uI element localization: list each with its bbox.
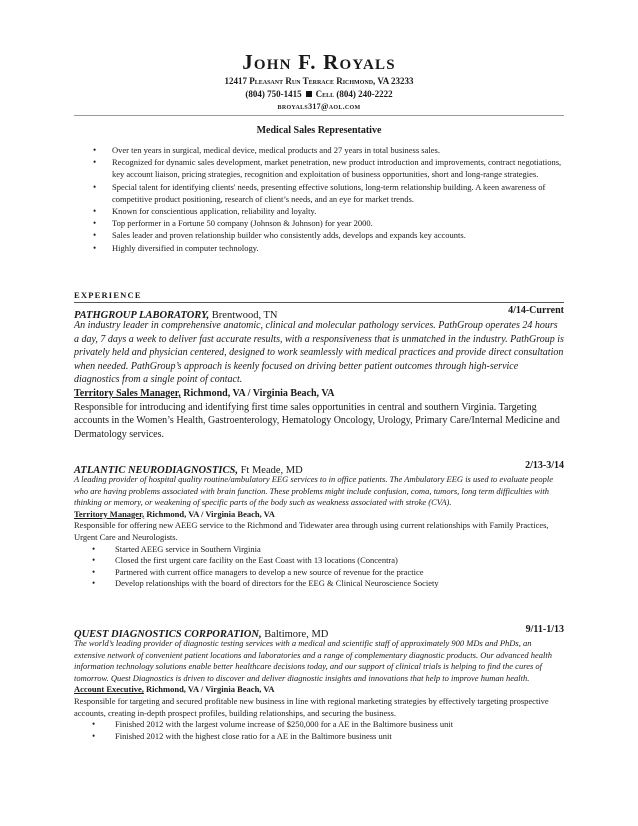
cell-phone: Cell (804) 240-2222: [315, 89, 393, 99]
achievement-item: • Closed the first urgent care facility on the East Coast with 13 locations (Concentra): [74, 555, 564, 567]
achievement-item: • Partnered with current office managers to develop a new source of revenue for the practice: [74, 567, 564, 579]
company-name: ATLANTIC NEURODIAGNOSTICS, Ft Meade, MD: [74, 465, 303, 476]
summary-item: • Sales leader and proven relationship builder who consistently adds, develops and expands key accounts.: [74, 229, 564, 241]
email-address: broyals317@aol.com: [277, 102, 361, 111]
job-atlantic-neurodiagnostics: [74, 460, 564, 590]
company-description: The world’s leading provider of diagnostic testing services with a medical and scientific staff of approximately 900 MDs and PhDs, an extensive network of convenient patient locations and laboratories and a range of complementary diagnostic products. Our advanced health information technology solutions enable better healthcare decisions today, and our support of clinical trials is helping to find the cures of tomorrow. Quest Diagnostics is driven to discover and deliver diagnostic insights and innovations that help to improve human health.: [74, 638, 552, 683]
job-header: [74, 305, 564, 319]
job-header: [74, 624, 564, 638]
job-title: Account Executive, Richmond, VA / Virginia Beach, VA: [74, 684, 275, 695]
job-title: Territory Sales Manager, Richmond, VA / Virginia Beach, VA: [74, 387, 335, 399]
summary-item: • Known for conscientious application, reliability and loyalty.: [74, 205, 564, 217]
achievement-list: [74, 719, 564, 742]
phone-line: [0, 88, 638, 100]
achievement-item: • Develop relationships with the board of directors for the EEG & Clinical Neuroscience Society: [74, 578, 564, 590]
job-title: Territory Manager, Richmond, VA / Virginia Beach, VA: [74, 508, 275, 519]
achievement-list: [74, 544, 564, 590]
job-responsibility: Responsible for offering new AEEG service to the Richmond and Tidewater area through using current relationships with Family Practices, Urgent Care and Neurologists.: [74, 520, 549, 542]
summary-list: [74, 144, 564, 254]
job-quest-diagnostics: [74, 624, 564, 742]
summary-item: • Recognized for dynamic sales development, market penetration, new product introduction and improvements, contract negotiations, key account liaison, pricing strategies, recognition and exploitation of business opportunities, short and long-range strategies.: [74, 156, 564, 180]
job-dates: 4/14-Current: [508, 305, 564, 316]
address-line: 12417 Pleasant Run Terrace Richmond, VA 23233: [224, 76, 414, 86]
company-description: An industry leader in comprehensive anatomic, clinical and molecular pathology services. PathGroup operates 24 hours a day, 7 days a week to deliver fast accurate results, with a responsiveness that is unmatched in the industry. PathGroup is privately held and physician centered, designed to work seamlessly with medical practices and provide direct consultation when needed. PathGroup’s approach is keenly focused on driving better patient outcomes through high-service diagnostics from a single point of contact.: [74, 320, 564, 386]
objective-title: Medical Sales Representative: [256, 125, 382, 136]
candidate-name: John F. Royals: [242, 50, 396, 74]
job-pathgroup: [74, 305, 564, 441]
home-phone: (804) 750-1415: [245, 89, 302, 99]
experience-heading: EXPERIENCE: [74, 290, 142, 300]
company-description: A leading provider of hospital quality routine/ambulatory EEG services to in office patients. The Ambulatory EEG is used to evaluate people who are having problems associated with brain function. These problems might include confusion, coma, tumors, long term difficulties with thinking or memory, or weakening of specific parts of the body such as weakness associated with stroke (CVA).: [74, 474, 554, 508]
job-dates: 9/11-1/13: [525, 624, 564, 635]
company-name: QUEST DIAGNOSTICS CORPORATION, Baltimore, MD: [74, 629, 329, 640]
job-responsibility: Responsible for introducing and identifying first time sales opportunities in central and southern Virginia. Targeting accounts in the Women’s Health, Gastroenterology, Hematology Oncology, Urology, Primary Care/Internal Medicine and Dermatology services.: [74, 401, 560, 440]
achievement-item: • Started AEEG service in Southern Virginia: [74, 544, 564, 556]
company-name: PATHGROUP LABORATORY, Brentwood, TN: [74, 310, 278, 321]
summary-item: • Highly diversified in computer technology.: [74, 242, 564, 254]
job-header: [74, 460, 564, 474]
achievement-item: • Finished 2012 with the highest close ratio for a AE in the Baltimore business unit: [74, 731, 564, 743]
header-divider: [74, 115, 564, 116]
summary-item: • Special talent for identifying clients' needs, presenting effective solutions, long-term relationship building. A keen awareness of competitive product positioning, research of client’s needs, and an eye for market trends.: [74, 181, 564, 205]
square-bullet-icon: [306, 91, 312, 97]
summary-item: • Top performer in a Fortune 50 company (Johnson & Johnson) for year 2000.: [74, 217, 564, 229]
summary-item: • Over ten years in surgical, medical device, medical products and 27 years in total business sales.: [74, 144, 564, 156]
experience-divider: [74, 302, 564, 303]
job-responsibility: Responsible for targeting and secured profitable new business in line with regional marketing strategies by effectively targeting prospective accounts, creating in-depth prospect profiles, building relationships, and securing the business.: [74, 695, 549, 718]
achievement-item: • Finished 2012 with the largest volume increase of $250,000 for a AE in the Baltimore business unit: [74, 719, 564, 731]
job-dates: 2/13-3/14: [525, 460, 564, 471]
